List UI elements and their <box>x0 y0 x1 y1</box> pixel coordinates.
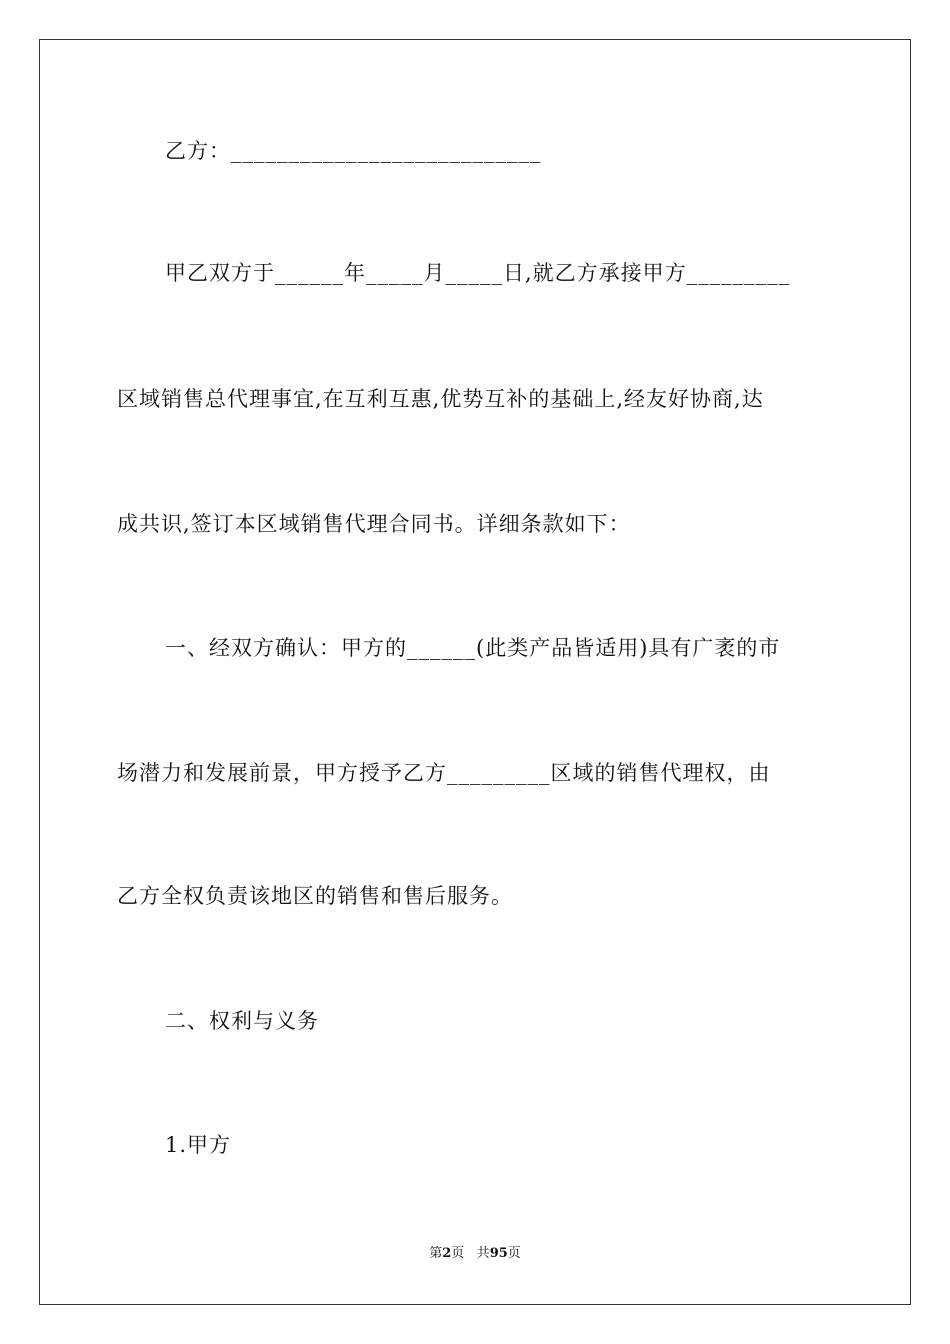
footer-total-suffix: 页 <box>507 1246 521 1261</box>
footer-page-prefix: 第 <box>429 1246 443 1261</box>
paragraph-intro-line-3: 成共识,签订本区域销售代理合同书。详细条款如下： <box>117 512 631 536</box>
page-frame <box>39 39 911 1305</box>
section-heading-rights-obligations: 二、权利与义务 <box>165 1009 319 1033</box>
party-b-line: 乙方：___________________________ <box>165 139 542 163</box>
page-footer <box>0 1245 950 1263</box>
subsection-party-a: 1.甲方 <box>165 1133 232 1157</box>
clause-one-line-2: 场潜力和发展前景，甲方授予乙方_________区域的销售代理权，由 <box>117 761 771 785</box>
footer-total-prefix: 共 <box>476 1246 490 1261</box>
footer-total-pages: 95 <box>489 1246 508 1261</box>
clause-one-line-1: 一、经双方确认：甲方的______(此类产品皆适用)具有广袤的市 <box>165 636 781 660</box>
paragraph-intro-line-2: 区域销售总代理事宜,在互利互惠,优势互补的基础上,经友好协商,达 <box>117 387 764 411</box>
paragraph-intro-line-1: 甲乙双方于______年_____月_____日,就乙方承接甲方_________ <box>165 261 791 285</box>
footer-page-number: 2 <box>442 1246 452 1261</box>
footer-page-suffix: 页 <box>451 1246 465 1261</box>
clause-one-line-3: 乙方全权负责该地区的销售和售后服务。 <box>117 884 513 908</box>
